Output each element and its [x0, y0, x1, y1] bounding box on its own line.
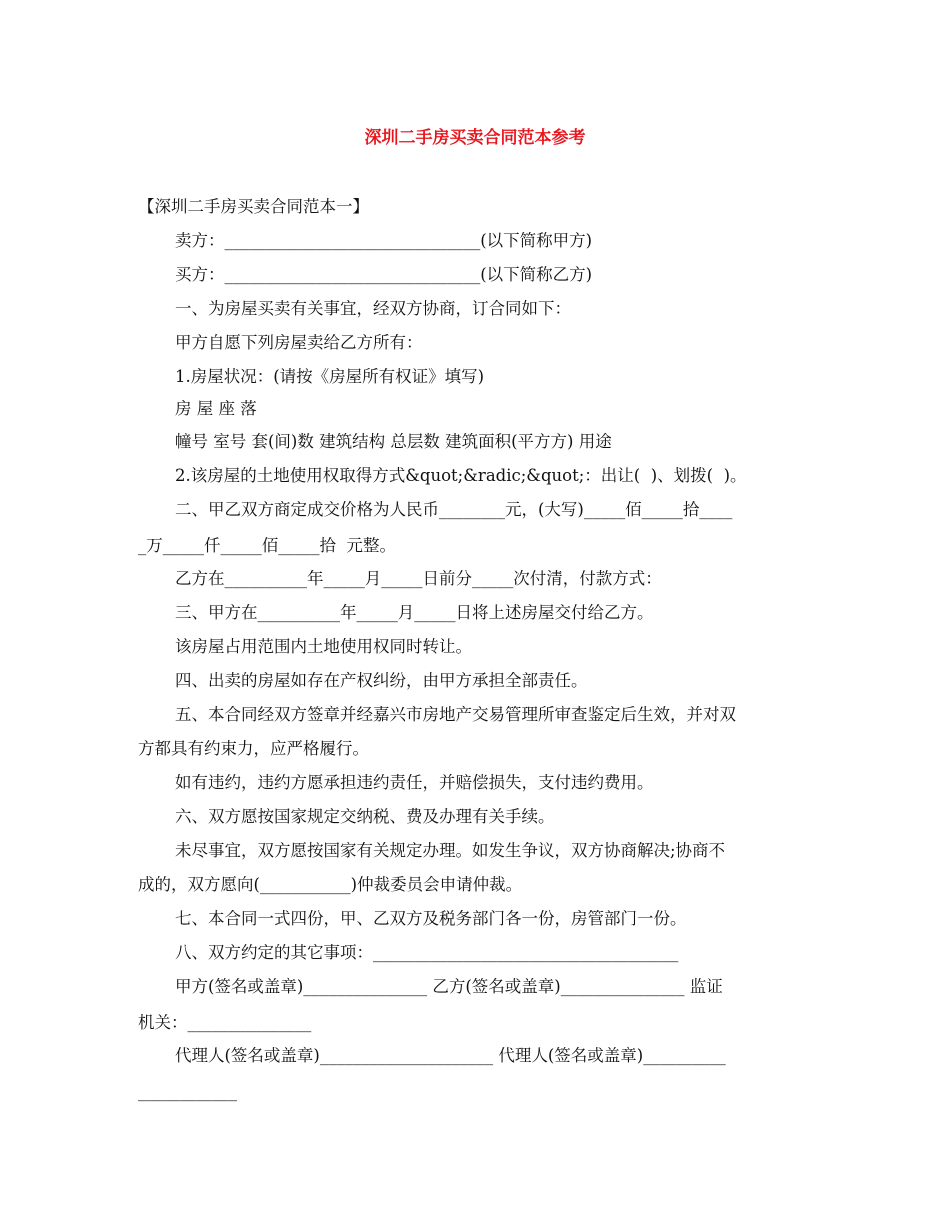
- seller-line: 卖方：_______________________________(以下简称甲方): [175, 231, 593, 250]
- clause-3: 三、甲方在__________年_____月_____日将上述房屋交付给乙方。: [175, 603, 654, 622]
- clause-7: 七、本合同一式四份，甲、乙双方及税务部门各一份，房管部门一份。: [175, 909, 687, 928]
- text-line: 2.该房屋的土地使用权取得方式&quot;&radic;&quot;：出让( )、划拨( )。: [175, 466, 747, 485]
- text-line: ____________: [138, 1082, 237, 1101]
- text-line: 甲方自愿下列房屋卖给乙方所有：: [175, 333, 423, 352]
- buyer-line: 买方：_______________________________(以下简称乙方): [175, 265, 593, 284]
- text-line: 机关：_______________: [138, 1013, 312, 1032]
- clause-4: 四、出卖的房屋如存在产权纠纷，由甲方承担全部责任。: [175, 671, 588, 690]
- text-line: _万_____仟_____佰_____拾 元整。: [138, 536, 396, 555]
- text-line: 成的，双方愿向(___________)仲裁委员会申请仲裁。: [138, 875, 523, 894]
- clause-5: 五、本合同经双方签章并经嘉兴市房地产交易管理所审查鉴定后生效，并对双: [175, 705, 736, 724]
- text-line: 方都具有约束力，应严格履行。: [138, 739, 369, 758]
- agent-signature-line: 代理人(签名或盖章)_____________________ 代理人(签名或盖章)__________: [175, 1046, 726, 1065]
- signature-line: 甲方(签名或盖章)_______________ 乙方(签名或盖章)_______________ 监证: [175, 977, 723, 996]
- text-line: 如有违约，违约方愿承担违约责任，并赔偿损失，支付违约费用。: [175, 773, 654, 792]
- text-line: 1.房屋状况：(请按《房屋所有权证》填写): [175, 367, 485, 386]
- clause-8: 八、双方约定的其它事项：_____________________________________: [175, 943, 679, 962]
- text-line: 幢号 室号 套(间)数 建筑结构 总层数 建筑面积(平方方) 用途: [175, 432, 612, 451]
- document-title: 深圳二手房买卖合同范本参考: [364, 128, 586, 148]
- clause-1: 一、为房屋买卖有关事宜，经双方协商，订合同如下：: [175, 299, 571, 318]
- clause-2: 二、甲乙双方商定成交价格为人民币________元，(大写)_____佰_____拾____: [175, 500, 733, 519]
- section-heading: 【深圳二手房买卖合同范本一】: [138, 197, 369, 216]
- text-line: 房 屋 座 落: [175, 399, 257, 418]
- text-line: 未尽事宜，双方愿按国家有关规定办理。如发生争议，双方协商解决;协商不: [175, 841, 726, 860]
- text-line: 该房屋占用范围内土地使用权同时转让。: [175, 637, 472, 656]
- clause-6: 六、双方愿按国家规定交纳税、费及办理有关手续。: [175, 807, 555, 826]
- text-line: 乙方在__________年_____月_____日前分_____次付清，付款方式：: [175, 569, 662, 588]
